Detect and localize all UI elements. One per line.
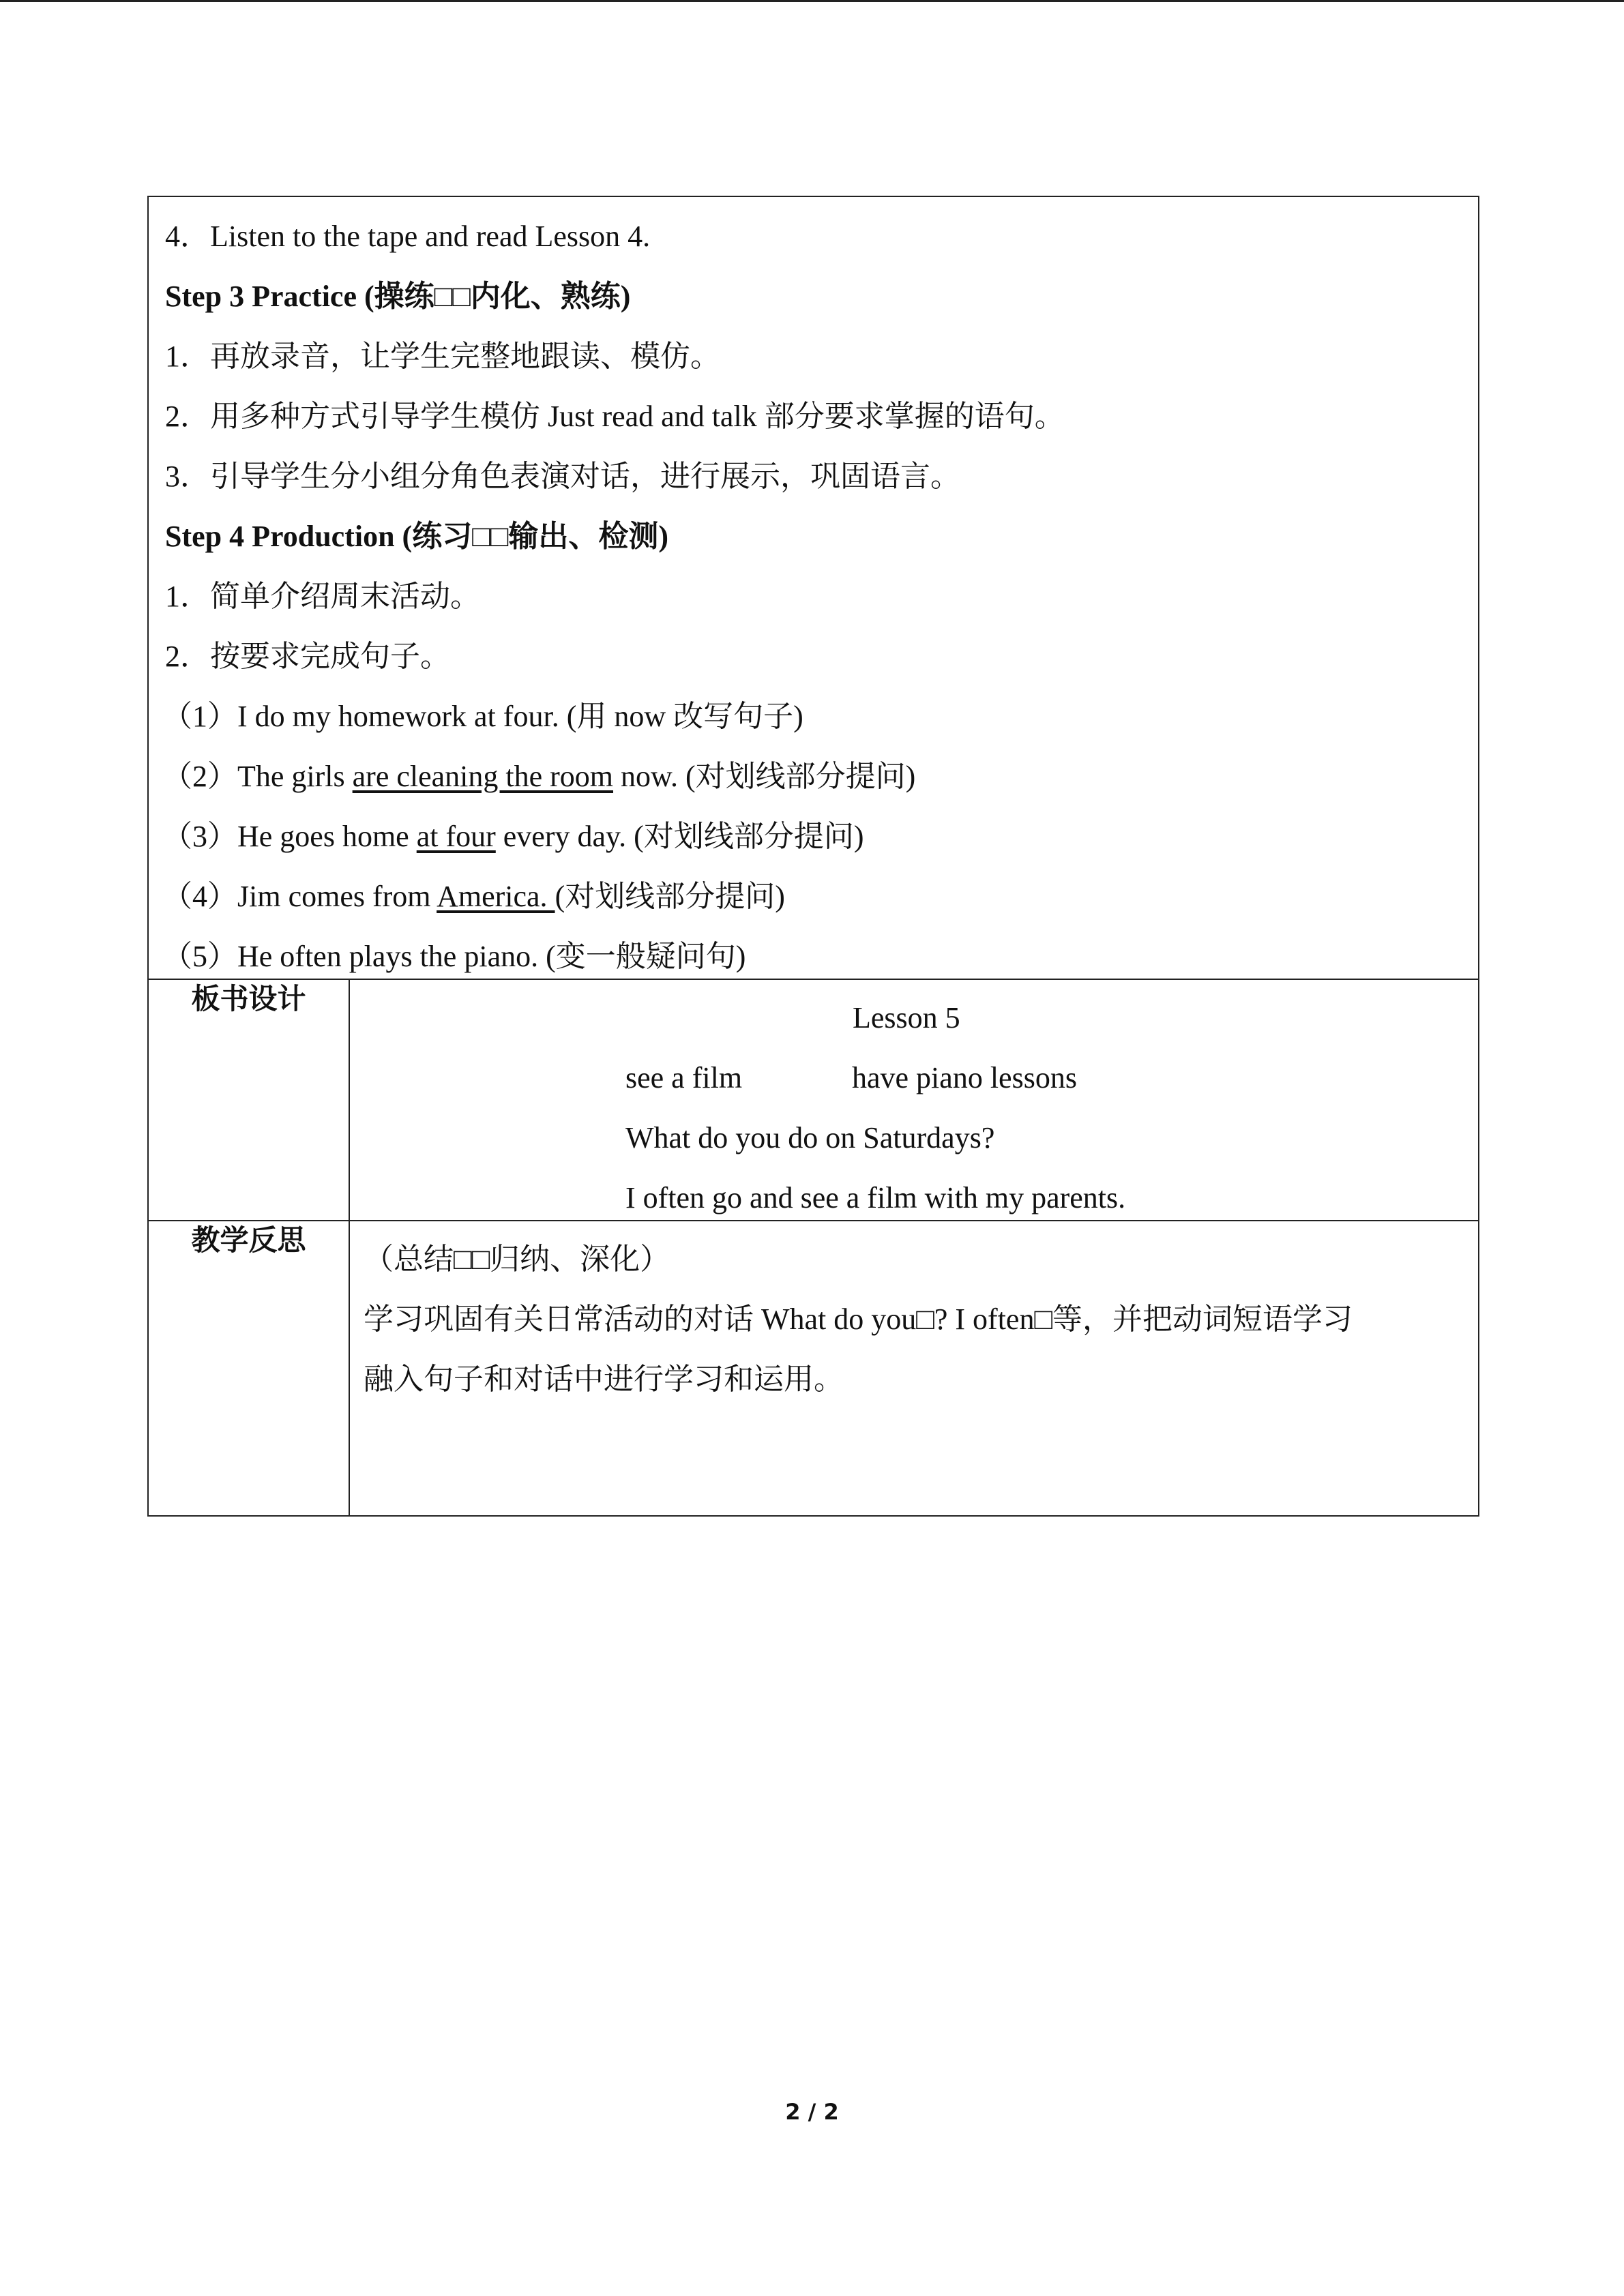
exercise-3-instruction: every day. (对划线部分提问)	[495, 820, 864, 853]
exercise-2-underlined: are cleaning the room	[352, 760, 614, 793]
exercise-4-underlined: America.	[437, 880, 555, 913]
lesson-plan-table	[147, 196, 1479, 1517]
exercise-3-text: （3）He goes home	[162, 820, 417, 853]
board-phrase-see-film: see a film	[625, 1061, 743, 1094]
step4-item-2: 2．按要求完成句子。	[165, 640, 450, 673]
reflection-content	[349, 1221, 1479, 1516]
exercise-2	[162, 758, 915, 796]
exercise-5: （5）He often plays the piano. (变一般疑问句)	[162, 940, 746, 973]
exercise-4-instruction: (对划线部分提问)	[555, 880, 785, 913]
step4-item-1: 1．简单介绍周末活动。	[165, 580, 480, 613]
reflection-row	[148, 1221, 1479, 1516]
step3-item-2: 2．用多种方式引导学生模仿 Just read and talk 部分要求掌握的语句。	[165, 400, 1065, 433]
step3-heading: Step 3 Practice (操练□□内化、熟练)	[165, 280, 631, 313]
board-design-row	[148, 979, 1479, 1221]
board-design-label: 板书设计	[148, 979, 349, 1221]
exercise-2-instruction: now. (对划线部分提问)	[613, 760, 916, 793]
board-phrase-piano-lessons: have piano lessons	[852, 1061, 1077, 1094]
exercise-2-text: （2）The girls	[162, 760, 353, 793]
exercise-3	[162, 818, 863, 856]
board-answer: I often go and see a film with my parents.	[625, 1181, 1126, 1214]
board-question: What do you do on Saturdays?	[625, 1121, 995, 1154]
board-lesson-title: Lesson 5	[853, 1001, 960, 1034]
board-design-content	[349, 979, 1479, 1221]
step3-item-3: 3．引导学生分小组分角色表演对话，进行展示，巩固语言。	[165, 460, 960, 493]
exercise-4	[162, 878, 785, 916]
step4-heading: Step 4 Production (练习□□输出、检测)	[165, 520, 669, 553]
page-number: 2 / 2	[785, 2099, 839, 2125]
procedure-cell	[148, 196, 1479, 979]
exercise-4-text: （4）Jim comes from	[162, 880, 437, 913]
reflection-line-2: 学习巩固有关日常活动的对话 What do you□? I often□等，并把动词短语学习	[364, 1302, 1353, 1336]
reflection-line-3: 融入句子和对话中进行学习和运用。	[364, 1362, 844, 1396]
exercise-1: （1）I do my homework at four. (用 now 改写句子)	[162, 700, 803, 733]
exercise-3-underlined: at four	[416, 820, 496, 853]
step3-item-1: 1．再放录音，让学生完整地跟读、模仿。	[165, 340, 720, 373]
step2-item-4: 4．Listen to the tape and read Lesson 4.	[165, 220, 651, 253]
top-border-rule	[0, 0, 1624, 2]
reflection-label: 教学反思	[148, 1221, 349, 1516]
reflection-line-1: （总结□□归纳、深化）	[364, 1242, 670, 1276]
procedure-row	[148, 196, 1479, 979]
